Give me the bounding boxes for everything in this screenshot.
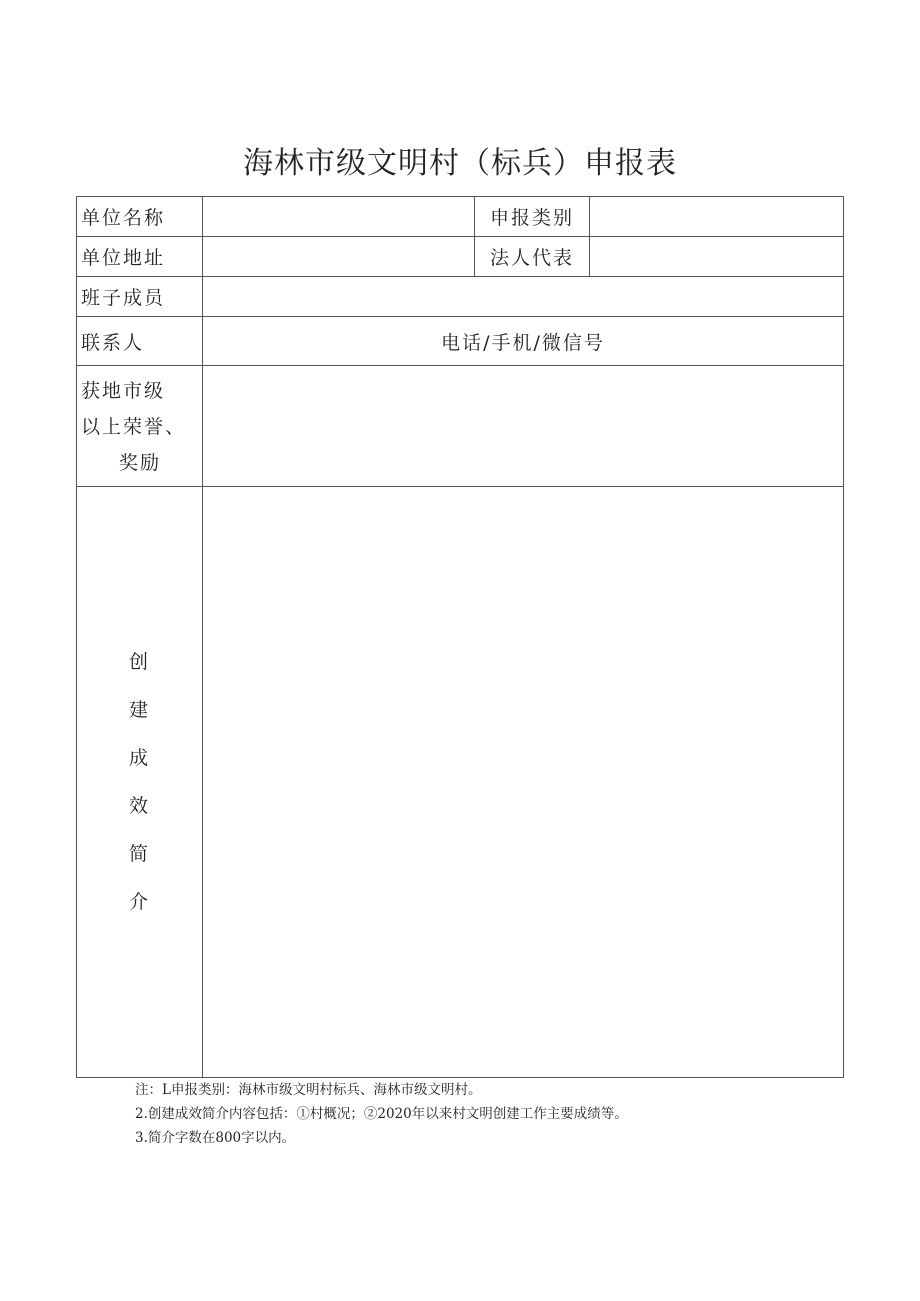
summary-label (77, 487, 203, 1078)
honors-label (77, 366, 203, 487)
note-line: 2.创建成效简介内容包括：①村概况；②2020年以来村文明创建工作主要成绩等。 (135, 1106, 628, 1122)
summary-label-char: 建 (128, 699, 150, 721)
team-members-field[interactable] (203, 277, 844, 317)
application-form-table (76, 196, 844, 1078)
form-title: 海林市级文明村（标兵）申报表 (243, 146, 677, 181)
unit-name-label: 单位名称 (77, 197, 203, 237)
report-type-label: 申报类别 (475, 197, 590, 237)
summary-label-char: 创 (128, 651, 150, 673)
summary-label-char: 简 (128, 843, 150, 865)
row-team-members (77, 277, 844, 317)
form-notes (135, 1078, 628, 1150)
row-honors (77, 366, 844, 487)
legal-rep-label: 法人代表 (475, 237, 590, 277)
row-unit-address (77, 237, 844, 277)
note-line: 3.简介字数在800字以内。 (135, 1130, 296, 1146)
summary-label-char: 效 (128, 795, 150, 817)
unit-name-field[interactable] (203, 197, 475, 237)
team-members-label: 班子成员 (77, 277, 203, 317)
honors-field[interactable] (203, 366, 844, 487)
honors-label-line: 获地市级 (81, 380, 166, 402)
report-type-field[interactable] (590, 197, 844, 237)
row-unit-name (77, 197, 844, 237)
contact-phone-label[interactable]: 电话/手机/微信号 (203, 317, 844, 366)
summary-label-char: 成 (128, 747, 150, 769)
unit-address-field[interactable] (203, 237, 475, 277)
row-contact (77, 317, 844, 366)
summary-field[interactable] (203, 487, 844, 1078)
contact-label: 联系人 (77, 317, 203, 366)
note-line: 注：L申报类别：海林市级文明村标兵、海林市级文明村。 (135, 1082, 482, 1098)
summary-label-char: 介 (128, 891, 150, 913)
row-summary (77, 487, 844, 1078)
honors-label-line: 奖励 (119, 452, 162, 474)
unit-address-label: 单位地址 (77, 237, 203, 277)
honors-label-line: 以上荣誉、 (81, 416, 187, 438)
legal-rep-field[interactable] (590, 237, 844, 277)
